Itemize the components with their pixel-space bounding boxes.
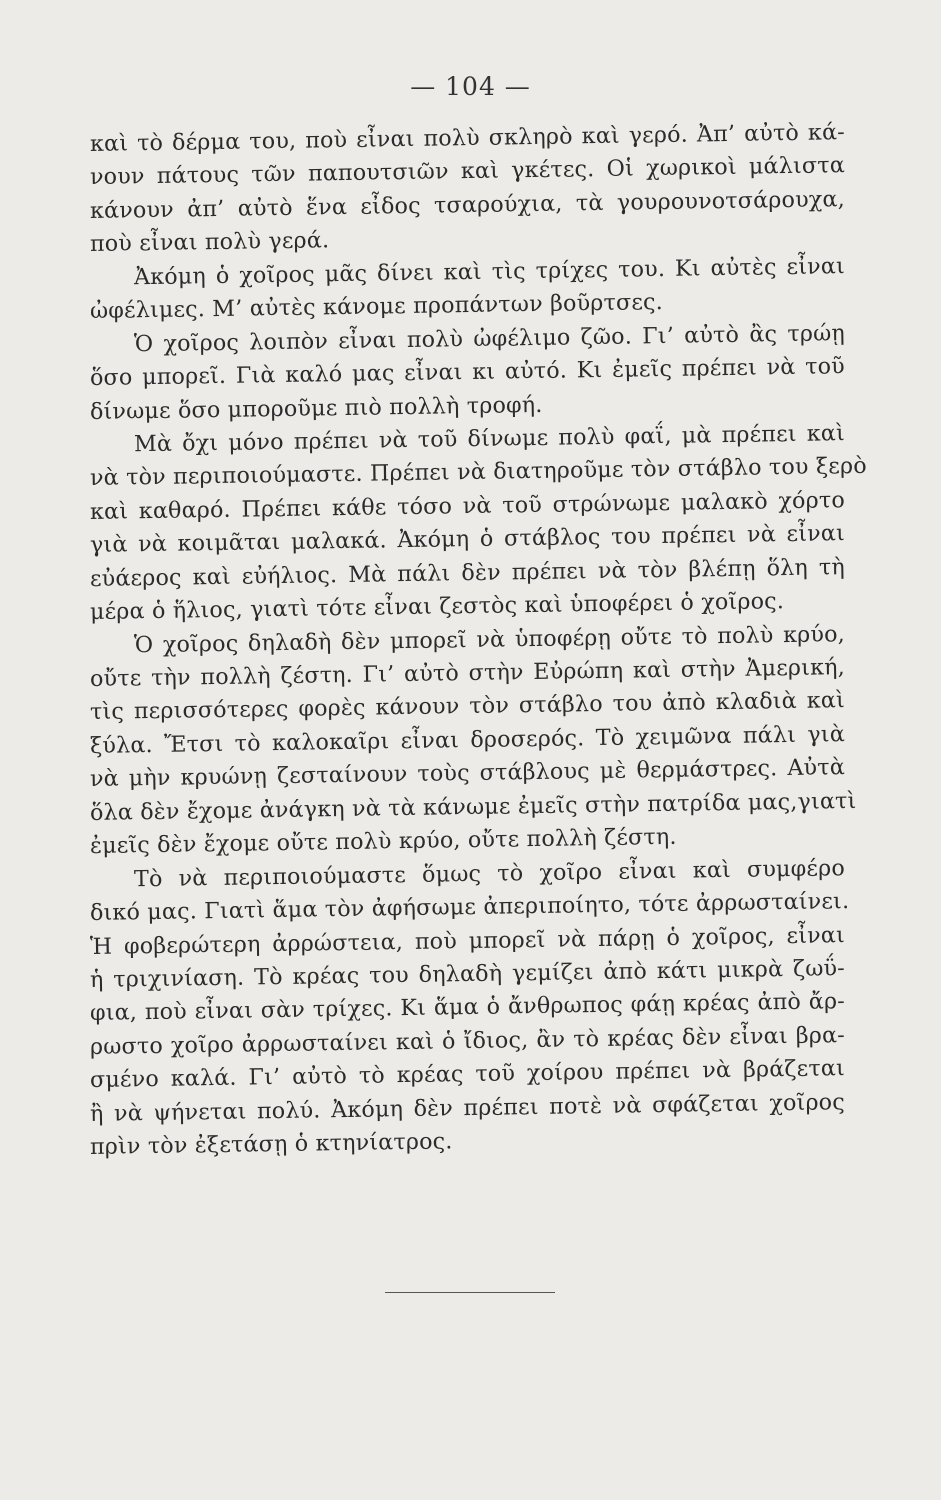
text-line: σμένο καλά. Γι’ αὐτὸ τὸ κρέας τοῦ χοίρου πρέπει νὰ βράζεται xyxy=(89,1055,846,1094)
text-line: νουν πάτους τῶν παπουτσιῶν καὶ γκέτες. Οἱ χωρικοὶ μάλιστα xyxy=(89,152,846,191)
text-line: ἡ τριχινίαση. Τὸ κρέας του δηλαδὴ γεμίζει ἀπὸ κάτι μικρὰ ζωΰ- xyxy=(89,955,846,993)
text-line: νὰ τὸν περιποιούμαστε. Πρέπει νὰ διατηροῦμε τὸν στάβλο του ξερὸ xyxy=(89,453,868,492)
text-line: ὠφέλιμες. Μ’ αὐτὲς κάνομε προπάντων βοῦρτσες. xyxy=(89,289,664,325)
text-line: εὐάερος καὶ εὐήλιος. Μὰ πάλι δὲν πρέπει νὰ τὸν βλέπῃ ὅλη τὴ xyxy=(89,553,846,592)
text-line: Ἀκόμη ὁ χοῖρος μᾶς δίνει καὶ τὶς τρίχες του. Κι αὐτὲς εἶναι xyxy=(133,252,846,291)
text-line: τὶς περισσότερες φορὲς κάνουν τὸν στάβλο του ἀπὸ κλαδιὰ καὶ xyxy=(89,687,846,726)
text-line: ἐμεῖς δὲν ἔχομε οὔτε πολὺ κρύο, οὔτε πολλὴ ζέστη. xyxy=(89,823,677,860)
text-line: Ἡ φοβερώτερη ἀρρώστεια, ποὺ μπορεῖ νὰ πάρῃ ὁ χοῖρος, εἶναι xyxy=(89,921,846,960)
page-number: — 104 — xyxy=(410,72,531,101)
text-line: κάνουν ἀπ’ αὐτὸ ἕνα εἶδος τσαρούχια, τὰ γουρουνοτσάρουχα, xyxy=(89,186,846,224)
text-line: ὅσο μπορεῖ. Γιὰ καλό μας εἶναι κι αὐτό. Κι ἐμεῖς πρέπει νὰ τοῦ xyxy=(89,353,846,392)
body-text xyxy=(89,119,868,1165)
text-line: ποὺ εἶναι πολὺ γερά. xyxy=(89,227,330,258)
section-divider xyxy=(385,1292,555,1293)
text-line: καὶ καθαρό. Πρέπει κάθε τόσο νὰ τοῦ στρώνωμε μαλακὸ χόρτο xyxy=(89,486,846,525)
text-line: γιὰ νὰ κοιμᾶται μαλακά. Ἀκόμη ὁ στάβλος του πρέπει νὰ εἶναι xyxy=(89,520,846,559)
text-line: Μὰ ὄχι μόνο πρέπει νὰ τοῦ δίνωμε πολὺ φαΐ, μὰ πρέπει καὶ xyxy=(133,420,846,458)
text-line: πρὶν τὸν ἐξετάσῃ ὁ κτηνίατρος. xyxy=(89,1128,453,1161)
text-line: ἢ νὰ ψήνεται πολύ. Ἀκόμη δὲν πρέπει ποτὲ νὰ σφάζεται χοῖρος xyxy=(89,1088,846,1127)
text-line: ὅλα δὲν ἔχομε ἀνάγκη νὰ τὰ κάνωμε ἐμεῖς στὴν πατρίδα μας,γιατὶ xyxy=(89,787,857,826)
text-line: καὶ τὸ δέρμα του, ποὺ εἶναι πολὺ σκληρὸ καὶ γερό. Ἀπ’ αὐτὸ κά- xyxy=(89,119,846,157)
text-line: δίνωμε ὅσο μποροῦμε πιὸ πολλὴ τροφή. xyxy=(89,391,543,425)
text-line: δικό μας. Γιατὶ ἅμα τὸν ἀφήσωμε ἀπεριποίητο, τότε ἀρρωσταίνει. xyxy=(89,888,850,927)
text-line: νὰ μὴν κρυώνῃ ζεσταίνουν τοὺς στάβλους μὲ θερμάστρες. Αὐτὰ xyxy=(89,754,846,793)
text-line: Ὁ χοῖρος λοιπὸν εἶναι πολὺ ὠφέλιμο ζῶο. Γι’ αὐτὸ ἂς τρώῃ xyxy=(133,319,846,357)
text-line: Ὁ χοῖρος δηλαδὴ δὲν μπορεῖ νὰ ὑποφέρῃ οὔτε τὸ πολὺ κρύο, xyxy=(133,620,846,658)
text-line: Τὸ νὰ περιποιούμαστε ὅμως τὸ χοῖρο εἶναι καὶ συμφέρο xyxy=(133,854,846,892)
text-line: ρωστο χοῖρο ἀρρωσταίνει καὶ ὁ ἴδιος, ἂν τὸ κρέας δὲν εἶναι βρα- xyxy=(89,1021,846,1060)
text-line: φια, ποὺ εἶναι σὰν τρίχες. Κι ἅμα ὁ ἄνθρωπος φάῃ κρέας ἀπὸ ἄρ- xyxy=(89,988,846,1027)
text-line: ξύλα. Ἔτσι τὸ καλοκαῖρι εἶναι δροσερός. Τὸ χειμῶνα πάλι γιὰ xyxy=(89,721,846,759)
text-line: μέρα ὁ ἥλιος, γιατὶ τότε εἶναι ζεστὸς καὶ ὑποφέρει ὁ χοῖρος. xyxy=(89,588,785,626)
text-line: οὔτε τὴν πολλὴ ζέστη. Γι’ αὐτὸ στὴν Εὐρώπη καὶ στὴν Ἀμερική, xyxy=(89,654,846,692)
